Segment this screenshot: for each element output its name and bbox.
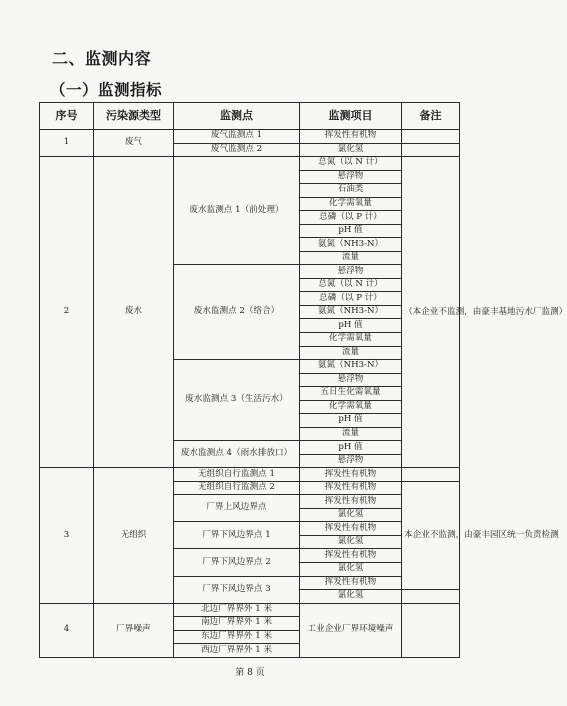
monitoring-point: 厂界下风边界点 2 <box>174 549 300 576</box>
pollution-source-type: 无组织 <box>94 468 174 603</box>
monitoring-point: 无组织自行监测点 2 <box>174 481 300 495</box>
monitoring-point: 废水监测点 4（雨水排放口） <box>174 441 300 468</box>
remark-note: 本企业不监测，由豪丰园区统一负责检测 <box>402 481 460 589</box>
monitoring-item: pH 值 <box>300 224 402 238</box>
monitoring-item: 氯化氢 <box>300 143 402 157</box>
header-cell: 备注 <box>402 103 460 130</box>
pollution-source-type: 废气 <box>94 130 174 157</box>
monitoring-item: 挥发性有机物 <box>300 549 402 563</box>
section-heading: 二、监测内容 <box>52 49 152 68</box>
page-number: 第 8 页 <box>235 668 265 678</box>
monitoring-item: 流量 <box>300 251 402 265</box>
monitoring-point: 废气监测点 2 <box>174 143 300 157</box>
monitoring-item: 悬浮物 <box>300 265 402 279</box>
monitoring-point: 废气监测点 1 <box>174 130 300 144</box>
monitoring-item: 总氮（以 N 计） <box>300 278 402 292</box>
monitoring-item: 流量 <box>300 427 402 441</box>
monitoring-item: 氯化氢 <box>300 508 402 522</box>
table-row <box>40 130 460 144</box>
row-number: 2 <box>40 157 94 468</box>
monitoring-item: 挥发性有机物 <box>300 468 402 482</box>
row-number: 3 <box>40 468 94 603</box>
monitoring-item: 五日生化需氧量 <box>300 387 402 401</box>
remark-cell <box>402 603 460 657</box>
monitoring-item: 化学需氧量 <box>300 332 402 346</box>
monitoring-item: 工业企业厂界环境噪声 <box>300 603 402 657</box>
monitoring-point: 废水监测点 2（络合） <box>174 265 300 360</box>
remark-cell <box>402 143 460 157</box>
remark-note: （本企业不监测，由豪丰基地污水厂监测） <box>402 157 460 468</box>
monitoring-item: pH 值 <box>300 319 402 333</box>
subsection-heading: （一）监测指标 <box>50 81 163 99</box>
remark-cell <box>402 590 460 604</box>
monitoring-point: 东边厂界界外 1 米 <box>174 630 300 644</box>
monitoring-item: pH 值 <box>300 441 402 455</box>
monitoring-point: 废水监测点 1（前处理） <box>174 157 300 265</box>
header-cell: 污染源类型 <box>94 103 174 130</box>
row-number: 1 <box>40 130 94 157</box>
monitoring-item: pH 值 <box>300 414 402 428</box>
monitoring-item: 氨氮（NH3-N） <box>300 360 402 374</box>
monitoring-item: 总氮（以 N 计） <box>300 157 402 171</box>
pollution-source-type: 厂界噪声 <box>94 603 174 657</box>
monitoring-point: 厂界下风边界点 3 <box>174 576 300 603</box>
table-row <box>40 468 460 482</box>
monitoring-item: 化学需氧量 <box>300 400 402 414</box>
monitoring-point: 厂界下风边界点 1 <box>174 522 300 549</box>
monitoring-item: 石油类 <box>300 184 402 198</box>
pollution-source-type: 废水 <box>94 157 174 468</box>
monitoring-item: 悬浮物 <box>300 373 402 387</box>
monitoring-point: 西边厂界界外 1 米 <box>174 644 300 658</box>
row-number: 4 <box>40 603 94 657</box>
remark-cell <box>402 130 460 144</box>
monitoring-item: 流量 <box>300 346 402 360</box>
monitoring-item: 氯化氢 <box>300 590 402 604</box>
monitoring-point: 北边厂界界外 1 米 <box>174 603 300 617</box>
monitoring-item: 挥发性有机物 <box>300 495 402 509</box>
remark-cell <box>402 468 460 482</box>
monitoring-item: 氨氮（NH3-N） <box>300 238 402 252</box>
monitoring-point: 南边厂界界外 1 米 <box>174 617 300 631</box>
monitoring-item: 挥发性有机物 <box>300 481 402 495</box>
monitoring-item: 化学需氧量 <box>300 197 402 211</box>
table-row <box>40 603 460 617</box>
monitoring-item: 氯化氢 <box>300 563 402 577</box>
monitoring-item: 氯化氢 <box>300 535 402 549</box>
table-row <box>40 157 460 171</box>
monitoring-table <box>39 102 567 658</box>
table-header-row <box>40 103 460 130</box>
monitoring-item: 挥发性有机物 <box>300 576 402 590</box>
monitoring-point: 废水监测点 3（生活污水） <box>174 360 300 441</box>
header-cell: 监测项目 <box>300 103 402 130</box>
monitoring-item: 挥发性有机物 <box>300 130 402 144</box>
monitoring-item: 悬浮物 <box>300 170 402 184</box>
monitoring-point: 厂界上风边界点 <box>174 495 300 522</box>
monitoring-item: 氨氮（NH3-N） <box>300 305 402 319</box>
monitoring-item: 悬浮物 <box>300 454 402 468</box>
header-cell: 序号 <box>40 103 94 130</box>
header-cell: 监测点 <box>174 103 300 130</box>
monitoring-item: 总磷（以 P 计） <box>300 292 402 306</box>
monitoring-item: 挥发性有机物 <box>300 522 402 536</box>
monitoring-item: 总磷（以 P 计） <box>300 211 402 225</box>
monitoring-point: 无组织自行监测点 1 <box>174 468 300 482</box>
